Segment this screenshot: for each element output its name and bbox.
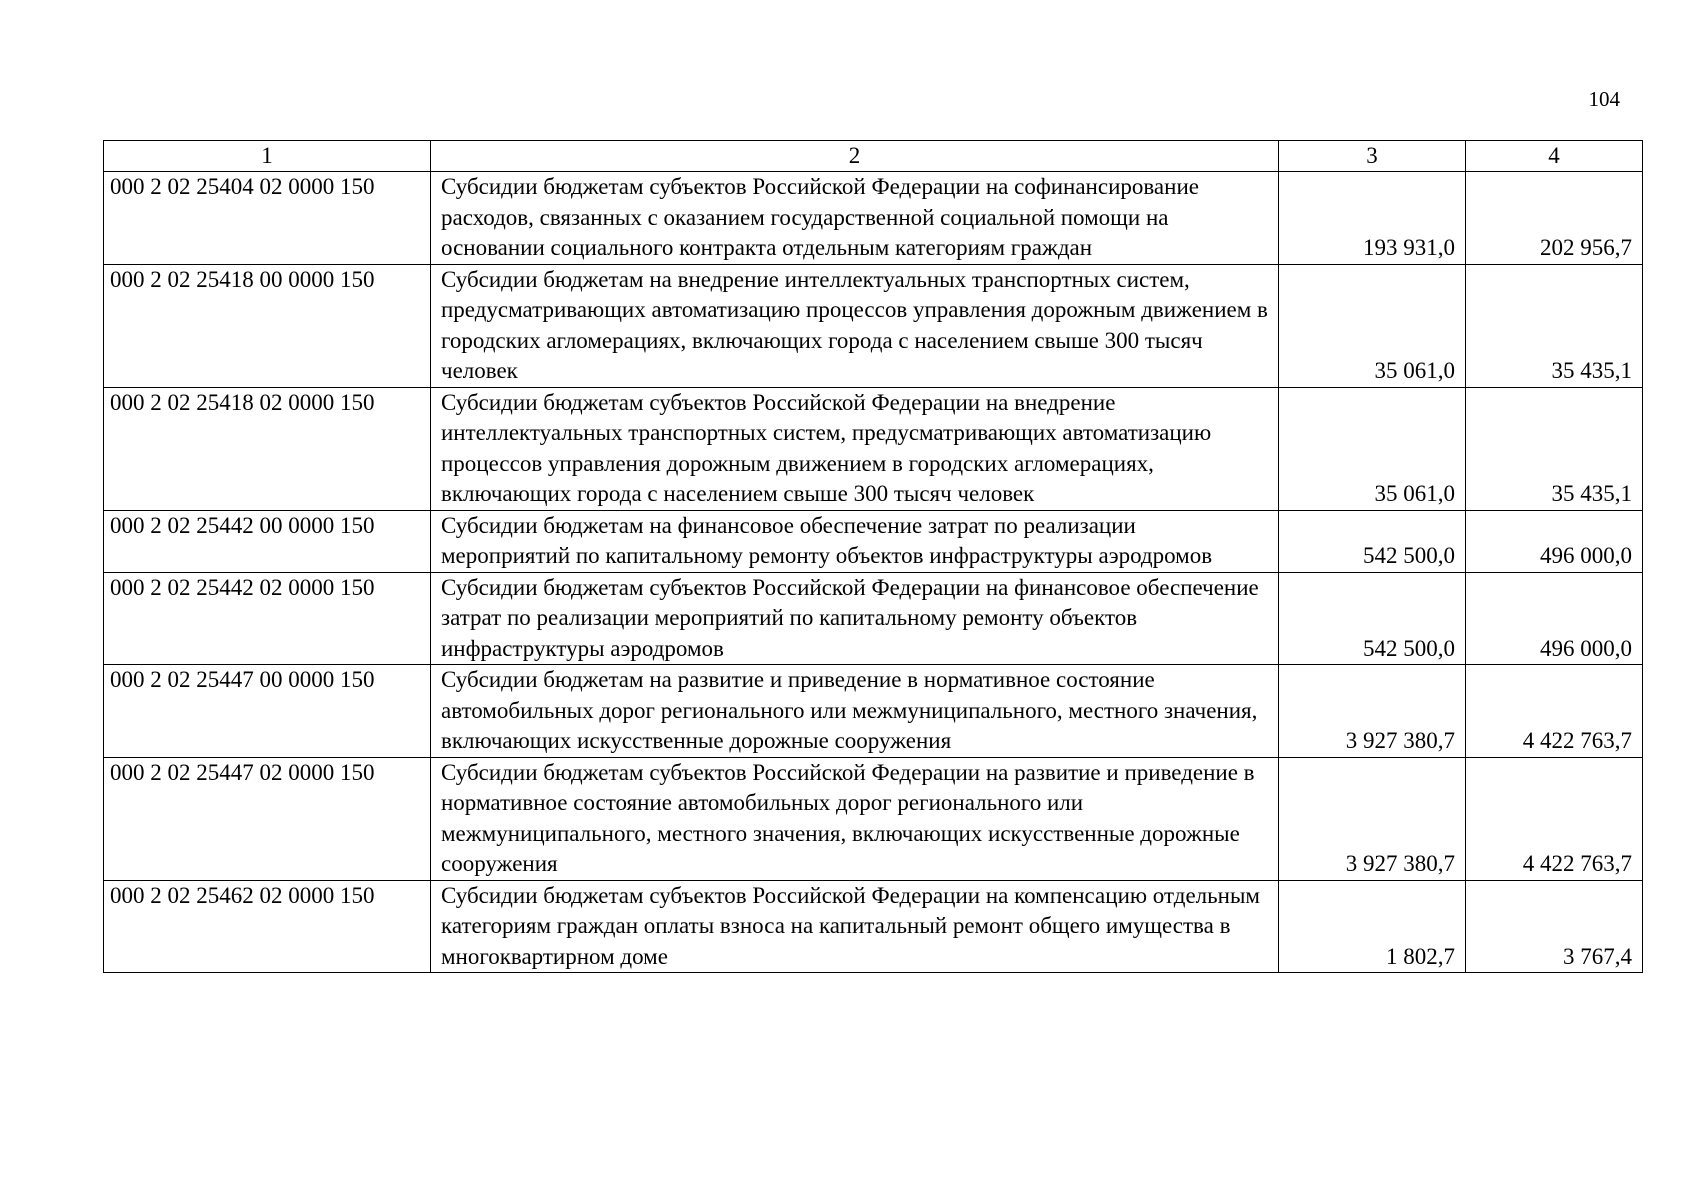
row-code: 000 2 02 25442 00 0000 150 xyxy=(104,510,431,572)
row-value-3: 542 500,0 xyxy=(1279,510,1466,572)
table-row xyxy=(104,572,1643,665)
row-code: 000 2 02 25442 02 0000 150 xyxy=(104,572,431,665)
table-row xyxy=(104,264,1643,387)
row-code: 000 2 02 25418 02 0000 150 xyxy=(104,387,431,510)
row-code: 000 2 02 25447 02 0000 150 xyxy=(104,757,431,880)
row-code: 000 2 02 25462 02 0000 150 xyxy=(104,880,431,973)
table-row xyxy=(104,880,1643,973)
page-number: 104 xyxy=(1588,87,1620,111)
row-name: Субсидии бюджетам субъектов Российской Федерации на развитие и приведение в нормативное состояние автомобильных дорог регионального или межмуниципального, местного значения, включающих искусственные дорожные сооружения xyxy=(431,757,1279,880)
row-value-4: 35 435,1 xyxy=(1466,264,1643,387)
table-row xyxy=(104,757,1643,880)
row-code: 000 2 02 25404 02 0000 150 xyxy=(104,172,431,265)
row-value-3: 3 927 380,7 xyxy=(1279,665,1466,758)
table-row xyxy=(104,172,1643,265)
row-value-3: 1 802,7 xyxy=(1279,880,1466,973)
row-value-4: 3 767,4 xyxy=(1466,880,1643,973)
row-name: Субсидии бюджетам на финансовое обеспечение затрат по реализации мероприятий по капитальному ремонту объектов инфраструктуры аэродромов xyxy=(431,510,1279,572)
row-value-3: 3 927 380,7 xyxy=(1279,757,1466,880)
row-value-3: 35 061,0 xyxy=(1279,264,1466,387)
row-value-4: 4 422 763,7 xyxy=(1466,665,1643,758)
row-name: Субсидии бюджетам субъектов Российской Федерации на финансовое обеспечение затрат по реализации мероприятий по капитальному ремонту объектов инфраструктуры аэродромов xyxy=(431,572,1279,665)
row-name: Субсидии бюджетам субъектов Российской Федерации на внедрение интеллектуальных транспортных систем, предусматривающих автоматизацию процессов управления дорожным движением в городских агломерациях, включающих города с населением свыше 300 тысяч человек xyxy=(431,387,1279,510)
column-header-2: 2 xyxy=(431,141,1279,172)
budget-table xyxy=(103,140,1643,973)
row-name: Субсидии бюджетам субъектов Российской Федерации на компенсацию отдельным категориям граждан оплаты взноса на капитальный ремонт общего имущества в многоквартирном доме xyxy=(431,880,1279,973)
table-row xyxy=(104,510,1643,572)
row-name: Субсидии бюджетам на развитие и приведение в нормативное состояние автомобильных дорог регионального или межмуниципального, местного значения, включающих искусственные дорожные сооружения xyxy=(431,665,1279,758)
row-value-3: 193 931,0 xyxy=(1279,172,1466,265)
row-value-4: 4 422 763,7 xyxy=(1466,757,1643,880)
column-header-3: 3 xyxy=(1279,141,1466,172)
row-value-4: 202 956,7 xyxy=(1466,172,1643,265)
table-row xyxy=(104,665,1643,758)
row-value-4: 35 435,1 xyxy=(1466,387,1643,510)
column-header-4: 4 xyxy=(1466,141,1643,172)
row-value-3: 542 500,0 xyxy=(1279,572,1466,665)
row-code: 000 2 02 25418 00 0000 150 xyxy=(104,264,431,387)
table-row xyxy=(104,387,1643,510)
row-name: Субсидии бюджетам на внедрение интеллектуальных транспортных систем, предусматривающих автоматизацию процессов управления дорожным движением в городских агломерациях, включающих города с населением свыше 300 тысяч человек xyxy=(431,264,1279,387)
row-value-3: 35 061,0 xyxy=(1279,387,1466,510)
row-value-4: 496 000,0 xyxy=(1466,510,1643,572)
row-name: Субсидии бюджетам субъектов Российской Федерации на софинансирование расходов, связанных с оказанием государственной социальной помощи на основании социального контракта отдельным категориям граждан xyxy=(431,172,1279,265)
row-value-4: 496 000,0 xyxy=(1466,572,1643,665)
row-code: 000 2 02 25447 00 0000 150 xyxy=(104,665,431,758)
column-header-1: 1 xyxy=(104,141,431,172)
table-header-row xyxy=(104,141,1643,172)
